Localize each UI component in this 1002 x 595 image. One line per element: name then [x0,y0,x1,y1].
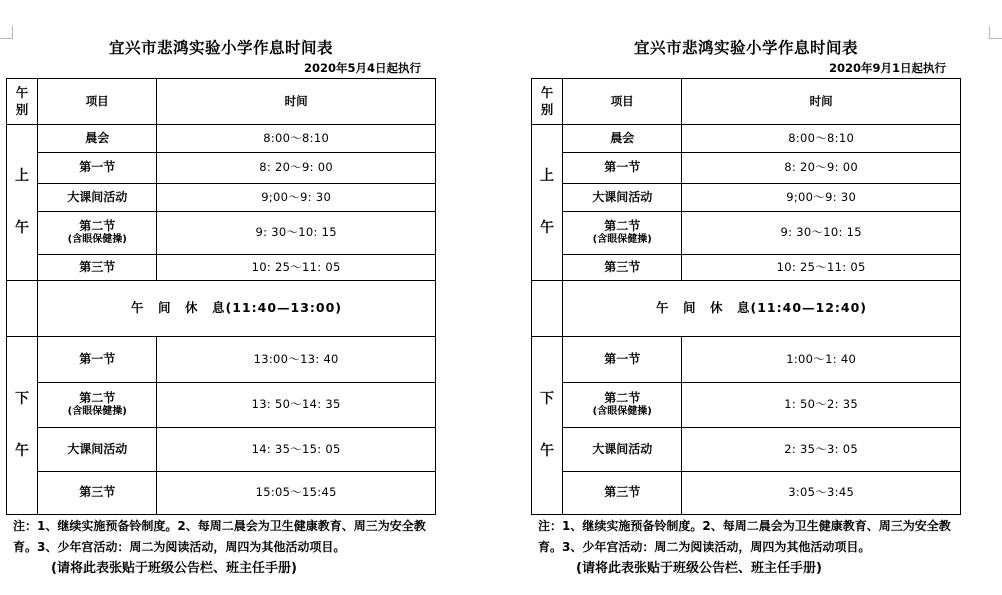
footnote: 注：1、继续实施预备铃制度。2、每周二晨会为卫生健康教育、周三为安全教育。3、少年宫活动：周二为阅读活动，周四为其他活动项目。 [13,519,426,554]
time-cell: 2: 35～3: 05 [682,428,961,472]
noon-rest-row [7,281,436,337]
schedule-sheet-september [531,0,961,595]
table-row [532,337,961,383]
morning-label: 上 午 [532,125,563,281]
time-cell: 15:05～15:45 [157,472,436,515]
table-row [7,125,436,153]
item-cell [563,212,682,255]
table-row [7,472,436,515]
schedule-table [6,78,436,515]
time-cell: 9: 30～10: 15 [682,212,961,255]
table-row [532,428,961,472]
time-cell: 8:00～8:10 [682,125,961,153]
table-row [532,212,961,255]
item-subtitle: (含眼保健操) [592,234,652,246]
time-cell: 10: 25～11: 05 [157,255,436,281]
item-cell: 大课间活动 [563,428,682,472]
header-item: 项目 [38,79,157,125]
item-cell: 第三节 [38,255,157,281]
time-cell: 3:05～3:45 [682,472,961,515]
noon-blank-cell [532,281,563,337]
item-cell: 第三节 [38,472,157,515]
time-cell: 9;00～9: 30 [157,184,436,212]
item-cell: 第一节 [563,337,682,383]
table-row [7,428,436,472]
time-cell: 13:00～13: 40 [157,337,436,383]
header-item: 项目 [563,79,682,125]
item-cell: 第一节 [563,153,682,184]
posting-instruction: (请将此表张贴于班级公告栏、班主任手册) [576,561,822,576]
item-cell [38,212,157,255]
item-cell: 大课间活动 [38,184,157,212]
item-subtitle: (含眼保健操) [592,406,652,418]
sheet-title: 宜兴市悲鸿实验小学作息时间表 [108,39,333,57]
header-time: 时间 [157,79,436,125]
time-cell: 9: 30～10: 15 [157,212,436,255]
footnote: 注：1、继续实施预备铃制度。2、每周二晨会为卫生健康教育、周三为安全教育。3、少年宫活动：周二为阅读活动，周四为其他活动项目。 [538,519,951,554]
item-subtitle: (含眼保健操) [67,234,127,246]
time-cell: 13: 50～14: 35 [157,383,436,428]
item-cell [563,383,682,428]
item-cell: 大课间活动 [38,428,157,472]
item-cell: 第一节 [38,153,157,184]
noon-blank-cell [7,281,38,337]
time-cell: 1: 50～2: 35 [682,383,961,428]
table-row [532,472,961,515]
table-row [532,153,961,184]
time-cell: 8: 20～9: 00 [157,153,436,184]
item-title: 第二节 [79,391,116,406]
time-cell: 8: 20～9: 00 [682,153,961,184]
noon-rest: 午 间 休 息(11:40—12:40) [563,281,961,337]
item-cell: 晨会 [38,125,157,153]
noon-rest: 午 间 休 息(11:40—13:00) [38,281,436,337]
table-row [7,212,436,255]
time-cell: 1:00～1: 40 [682,337,961,383]
effective-date: 2020年5月4日起执行 [303,61,421,75]
item-cell: 第一节 [38,337,157,383]
page-corner-mark-right [989,26,1002,39]
schedule-sheet-may [6,0,436,595]
item-cell [38,383,157,428]
time-cell: 10: 25～11: 05 [682,255,961,281]
table-row [7,337,436,383]
table-row [532,125,961,153]
item-cell: 晨会 [563,125,682,153]
table-row [532,383,961,428]
item-title: 第二节 [79,219,116,234]
item-cell: 第三节 [563,255,682,281]
noon-rest-row [532,281,961,337]
afternoon-label: 下 午 [7,337,38,515]
table-header-row [7,79,436,125]
table-row [7,383,436,428]
morning-label: 上 午 [7,125,38,281]
header-period: 午 别 [7,79,38,125]
schedule-table [531,78,961,515]
time-cell: 14: 35～15: 05 [157,428,436,472]
table-row [7,184,436,212]
table-row [7,153,436,184]
table-header-row [532,79,961,125]
header-period: 午 别 [532,79,563,125]
posting-instruction: (请将此表张贴于班级公告栏、班主任手册) [51,561,297,576]
header-time: 时间 [682,79,961,125]
table-row [532,184,961,212]
item-title: 第二节 [604,219,641,234]
sheet-title: 宜兴市悲鸿实验小学作息时间表 [633,39,858,57]
item-title: 第二节 [604,391,641,406]
afternoon-label: 下 午 [532,337,563,515]
time-cell: 9;00～9: 30 [682,184,961,212]
table-row [7,255,436,281]
table-row [532,255,961,281]
effective-date: 2020年9月1日起执行 [828,61,946,75]
time-cell: 8:00～8:10 [157,125,436,153]
item-cell: 大课间活动 [563,184,682,212]
item-cell: 第三节 [563,472,682,515]
item-subtitle: (含眼保健操) [67,406,127,418]
